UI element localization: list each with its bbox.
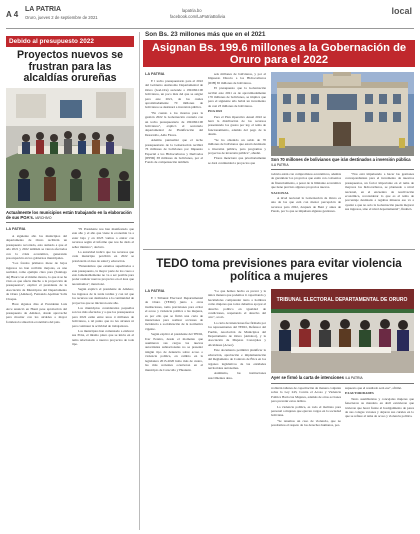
meeting-photo-image [6,88,134,208]
paragraph: Los municipios han comenzado a elaborar sus POA, el mismo plazo que se inicia en el tema relacionado a nuevos proyectos de toda tipo. [72,328,134,347]
bottom-caption [271,375,414,381]
left-kicker-bar [6,36,134,47]
paragraph: E l techo presupuestario para el 2022 del Gobierno Autónomo Departamental de Oruro (Gad-Oru) asciende a 199.660.100 bolivianos, un poco más del que se asignó para este 2021, de los cuales aproximadamente 70 millones de bolivianos se destinará a inversión pública. [145,79,203,110]
paragraph: "En cuanto a los montos para la gestión 2022 la Gobernación contaría con un techo presupuestario de 199.660.100 bolivianos", explicó el secretario departamental de Planificación del Desarrollo, Aldo Flores. [145,110,203,137]
left-caption-rule [6,222,134,223]
left-byline: LA PATRIA [6,227,26,231]
paragraph: Tanto asambleístas y concejales mujeres que fenecieron su mandato en abril estuvieron que tuvieron que hacer frente al hostigamiento de pares de sus colegas varones y dejaron sus curules en lo que se refiere al tema de acoso y violencia política. [345,396,414,419]
top-caption [271,157,414,168]
paragraph: "El Presidente nos han manifestado que este año y el año que viene la economía va a estar baja y en 2023 vamos a entrar con recursos según el informe que nos ha dado el señor ministro", declaró. [72,227,134,249]
left-column-2 [72,227,134,530]
left-kicker: Debido al presupuesto 2022 [9,37,94,45]
bottom-headline: TEDO toma previsiones para evitar violencia política a mujeres [156,257,402,283]
bottom-caption-credit: /LA PATRIA [345,376,363,380]
top-caption-rule [271,169,414,170]
page-header [6,5,414,27]
left-column-1 [6,234,67,530]
column-divider [139,32,140,530]
bottom-column-4 [345,386,414,530]
signing-photo-image [271,289,414,373]
paragraph: La violencia política, es todo el maltrato para personal a mujeres que ejercen cargos en la sociedad boliviana. [271,404,341,418]
paragraph: Para el Plan Operativo Anual 2022 se hará la distribución de los recursos presentando los gastos por ley, el tema de funcionamiento, además del pago de la deuda. [208,114,266,137]
issue-date: Oruro, jueves 2 de septiembre de 2021 [25,15,98,20]
left-headline: Proyectos nuevos se frustran para las alcaldías orureñas [17,49,123,85]
paragraph: Los municipios considerados pequeños son los más afectados y a que los presupuestos para 2022 están entre unos 4 millones de bolivianos, a tal punto que no les alcanza ni para continuar la actividad de trabajadores. [72,305,134,328]
bottom-caption-text: Ayer se firmó la carta de intenciones [271,375,344,380]
paragraph: seis millones de bolivianos, y por el Impuesto Directo a los Hidrocarburos (IDH) 65 millones de bolivianos. [208,72,266,85]
paragraph: Asimismo, las instituciones suscribientes desa- [208,371,266,380]
top-byline: LA PATRIA [145,72,165,76]
top-photo [271,72,414,156]
bottom-column-3 [271,386,341,530]
paragraph: Hace algunos días el Presidente Luis Arce anunció en Huari pese aprobación del presupuesto de Amdeor, donde aprovechó para mostrar con los alcaldes a mayor fortaleza la situación económica del país. [6,302,67,324]
paragraph: "Los fondos primeros mese de bajos ingresos no han recibido mejoras, es una realidad, como ejemplo claro para (Santiago de) Huari con el mismo monto, lo que si se ha visto es que afecta mucho a la proyección de presupuestos", explicó el presidente de la Asociación de Municipios del Departamento de Oruro (Amdeor), Fernando Apolinar Solís Choque. [6,261,67,301]
bottom-column-2 [208,289,266,530]
top-column-2 [208,72,266,245]
left-caption-text: Actualmente los municipios están trabajando en la elaboración de sus POA's. [6,210,132,220]
bottom-photo [271,289,414,373]
top-headline-bar [143,40,415,67]
left-caption-credit: /ARCHIVO [35,216,52,220]
facebook-link[interactable]: facebook.com/LaPatriaBolivia [170,14,226,19]
paragraph: A siguiente año los municipios del departamento de Oruro recibirán un presupuesto recortado, esto sumado a que el año 2021 y 2022 también se vieron afectados con la crisis económica, generando preocupación en los gobiernos municipales. [6,234,67,261]
left-caption [6,210,134,221]
bottom-byline: LA PATRIA [145,289,165,293]
bottom-caption-rule [271,383,414,384]
bottom-story-rule [143,249,415,250]
header-rule [6,28,414,29]
paragraph: todavía están con compromisos económicos, además de garantizar los proyectos que están con convenios de financiamiento, a pesar de la limitante económica que tiene previsto algunos proyectos nuevos. [271,172,341,190]
top-caption-text: Son 70 millones de bolivianos que irán destinados a inversión pública [271,157,411,162]
section-name: local [391,6,412,16]
top-headline: Asignan Bs. 199.6 millones a la Gobernación de Oruro para el 2022 [151,41,407,66]
paragraph: La carta de intenciones fue firmada por los representantes del TEDO, Defensor del Pueblo, Asociación de Municipios del Departamento de Oruro (Amdeor), y la Asociación de Mujeres Concejales y Alcaldesas (Acaor). [208,320,266,347]
subhead: POA 2022 [208,109,223,114]
building-photo-image [271,72,414,156]
paragraph: El presupuesto que la Gobernación recibió este 2021 es de aproximadamente 176 millones de bolivianos, se implica que para el siguiente año habrá un incremento de casi 23 millones de bolivianos. [208,86,266,108]
top-column-3 [271,172,341,245]
website-link[interactable]: lapatria.bo [182,8,202,13]
paragraph: Flores mencionó que prioritariamente se dará continuidad a proyectos que [208,156,266,165]
paragraph: "Se tenemos un caso de violencia, que no pondremos el respeto de los derechos humanos, por- [271,418,341,428]
bottom-column-1 [145,296,203,530]
paragraph: "Lo que hemos hecho es prever y la única manera que podemos ir capacitando y haciéndoles comprender tanto a hombres como mujeres que todos debemos apoyar el derecho político en igualdad de condiciones, respetando el derecho del otro", acotó. [208,289,266,320]
paragraph: Según explicó el presidente del TEDO, Iver Pereira, desde el momento que asumieron sus cargos las nuevas autoridades subnacionales no se presentó ningún tipo de denuncia sobre acoso o violencia política, en cambio en la legislatura 2015-2020 hubo más de cuatro, las más recientes ocurrieron en el municipio de Caracollo y Huanuni. [145,332,203,372]
top-column-1 [145,79,203,245]
paragraph: La autoridad indicó que los recursos que cada municipio percibirá en 2022 se priorizarán al área de salud y educación. [72,250,134,263]
paragraph: E l Tribunal Electoral Departamental de Oruro (TEDO) junto a otras instituciones, toma previsiones para evitar el acoso y violencia política a las mujeres, es por ello que se firmó una carta de intenciones para realizar acciones de incidencia a socialización de la normativa vigente. [145,296,203,331]
top-caption-credit: /LA PATRIA [271,163,289,167]
paragraph: Además puntualizó que el techo presupuestario de la Gobernación recibirá 76 millones de bolivianos por Impuesto Especial a los Hidrocarburos y Derivados (IEHD) 38 millones de bolivianos, por el Fondo de compensación también [145,138,203,165]
page-number: A 4 [6,10,19,19]
top-kicker: Son Bs. 23 millones más que en el 2021 [145,31,266,38]
photo-banner-text: TRIBUNAL ELECTORAL DEPARTAMENTAL DE ORURO [276,297,408,303]
top-column-4 [345,172,414,245]
subhead: EXAUTORIDADES [345,391,374,396]
paragraph: "Entendemos que estamos supeditados a este presupuesto, la mayor parte de los casos a esto lamentablemente no va a ser posible para poder realizar nuevos proyectos en el área que necesitamos", mencionó. [72,264,134,286]
paragraph: "Se ha obtenido un saldo de 70 millones de bolivianos que estará destinado a inversión pública, para programas y proyectos de inversión pública", añadió. [208,137,266,155]
newspaper-name: LA PATRIA [25,6,62,13]
left-photo [6,88,134,208]
subhead: NACIONAL [271,190,289,195]
paragraph: Este documento permitirá planificar la educación, aprobación e implementación del Reglamento de Contrato de Ética en los órganos legislativos de las entidades territoriales autónomas. [208,348,266,370]
paragraph: supuesto que el resultado será ese", afirmó. [345,386,403,390]
paragraph: rrollarán talleres de capacitación de manera conjunta sobre la Ley 243, Contra el Acoso y Violencia Política Hacia las Mujeres, además de otras acciones para prevenir estos delitos. [271,386,341,404]
paragraph: A nivel nacional la Gobernación de Oruro es una de las que está con menor percepción de recursos para 2022, después de Beni y antes de Pando, por lo que se impulsan algunas gestiones. [271,196,341,214]
paragraph: Según explicó el presidente de Amdeor, los ingresos de la tarde tardías y con tal que los recursos son destinados a la continuidad de proyectos que se iniciaron este año. [72,287,134,305]
paragraph: "Nos está impulsando a hacer las gestiones correspondientes para el incremento de nuestros presupuestos, un factor importante en el tema de mayores los hidrocarburos, se planteado a nivel nacional, en el encuentro de reactivación económica, reconsiderar lo que es el tema de porcentaje destinado a regalías mineras eso va a ayudar a que no solo la Gobernación pueda mejorar sus ingresos, sino el nivel departamental", finalizó. [345,172,414,212]
